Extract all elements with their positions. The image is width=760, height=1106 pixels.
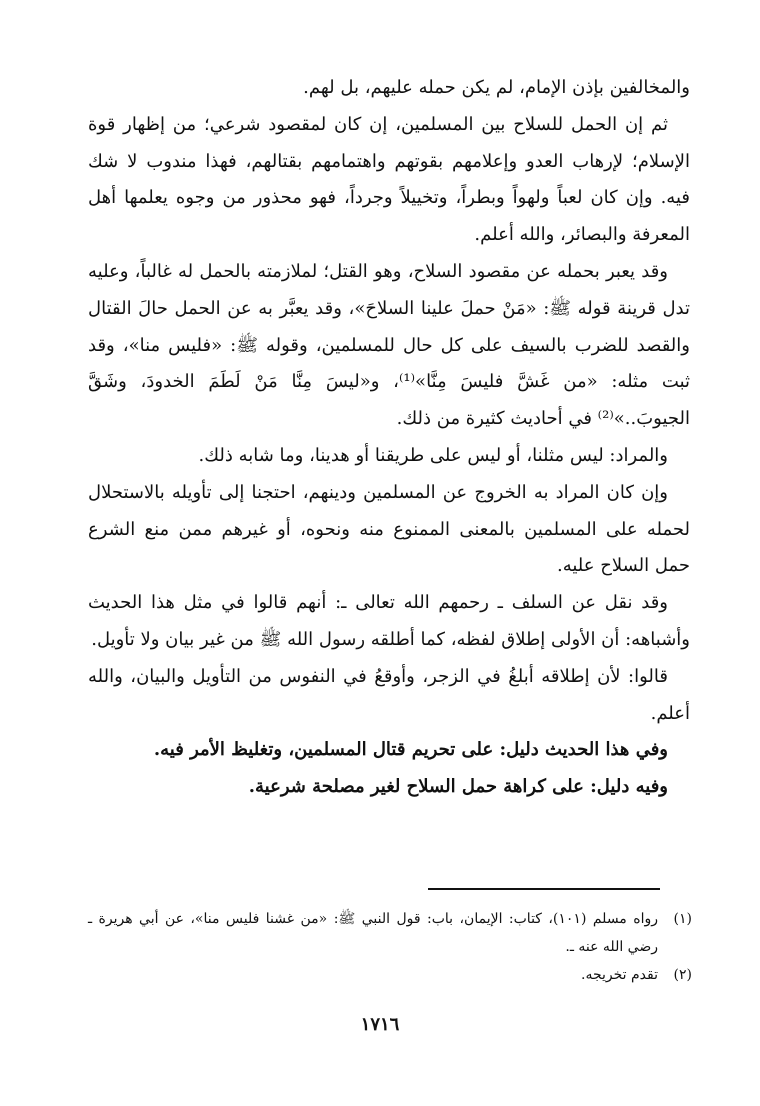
page-number: ١٧١٦ — [360, 1014, 400, 1035]
footnote-divider — [428, 888, 660, 890]
paragraph-9: وفيه دليل: على كراهة حمل السلاح لغير مصلحة شرعية. — [248, 776, 668, 798]
footnote-text: رواه مسلم (١٠١)، كتاب: الإيمان، باب: قول النبي ﷺ: «من غشنا فليس منا»، عن أبي هريرة ـ رضي الله عنه ـ. — [88, 911, 658, 955]
footnote-number: (١) — [673, 911, 692, 927]
main-text — [88, 70, 690, 806]
paragraph-8: وفي هذا الحديث دليل: على تحريم قتال المسلمين، وتغليظ الأمر فيه. — [153, 739, 668, 761]
paragraph-2: ثم إن الحمل للسلاح بين المسلمين، إن كان لمقصود شرعي؛ من إظهار قوة الإسلام؛ لإرهاب العدو وإعلامهم بقوتهم واهتمامهم بقتالهم، فهذا مندوب لا شك فيه. وإن كان لعباً ولهواً وبطراً، وتخييلاً وجرداً، فهو محذور من وجوه يعلمها أهل المعرفة والبصائر، والله أعلم. — [88, 113, 690, 246]
paragraph-4: والمراد: ليس مثلنا، أو ليس على طريقنا أو هدينا، وما شابه ذلك. — [198, 444, 668, 466]
footnote-text: تقدم تخريجه. — [581, 967, 658, 983]
paragraph-7: قالوا: لأن إطلاقه أبلغُ في الزجر، وأوقعُ في النفوس من التأويل والبيان، والله أعلم. — [88, 665, 690, 724]
footnote-2 — [88, 961, 692, 989]
footnotes — [88, 905, 692, 989]
paragraph-3: وقد يعبر بحمله عن مقصود السلاح، وهو القتل؛ لملازمته بالحمل له غالباً، وعليه تدل قرينة قوله ﷺ: «مَنْ حملَ علينا السلاحَ»، وقد يعبَّر به عن الحمل حالَ القتال والقصد للضرب بالسيف على كل حال للمسلمين، وقوله ﷺ: «فليس منا»، وقد ثبت مثله: «من غَشَّ فليسَ مِنَّا»⁽¹⁾، و«ليسَ مِنَّا مَنْ لَطَمَ الخدودَ، وشَقَّ الجيوبَ..»⁽²⁾ في أحاديث كثيرة من ذلك. — [88, 260, 691, 430]
paragraph-1: والمخالفين بإذن الإمام، لم يكن حمله عليهم، بل لهم. — [303, 77, 690, 98]
paragraph-6: وقد نقل عن السلف ـ رحمهم الله تعالى ـ: أنهم قالوا في مثل هذا الحديث وأشباهه: أن الأولى إطلاق لفظه، كما أطلقه رسول الله ﷺ من غير بيان ولا تأويل. — [88, 592, 690, 650]
paragraph-5: وإن كان المراد به الخروج عن المسلمين ودينهم، احتجنا إلى تأويله بالاستحلال لحمله على المسلمين بالمعنى الممنوع منه ونحوه، أو غيرهم ممن منع الشرع حمل السلاح عليه. — [88, 481, 690, 577]
footnote-1 — [88, 905, 692, 961]
footnote-number: (٢) — [673, 967, 692, 983]
